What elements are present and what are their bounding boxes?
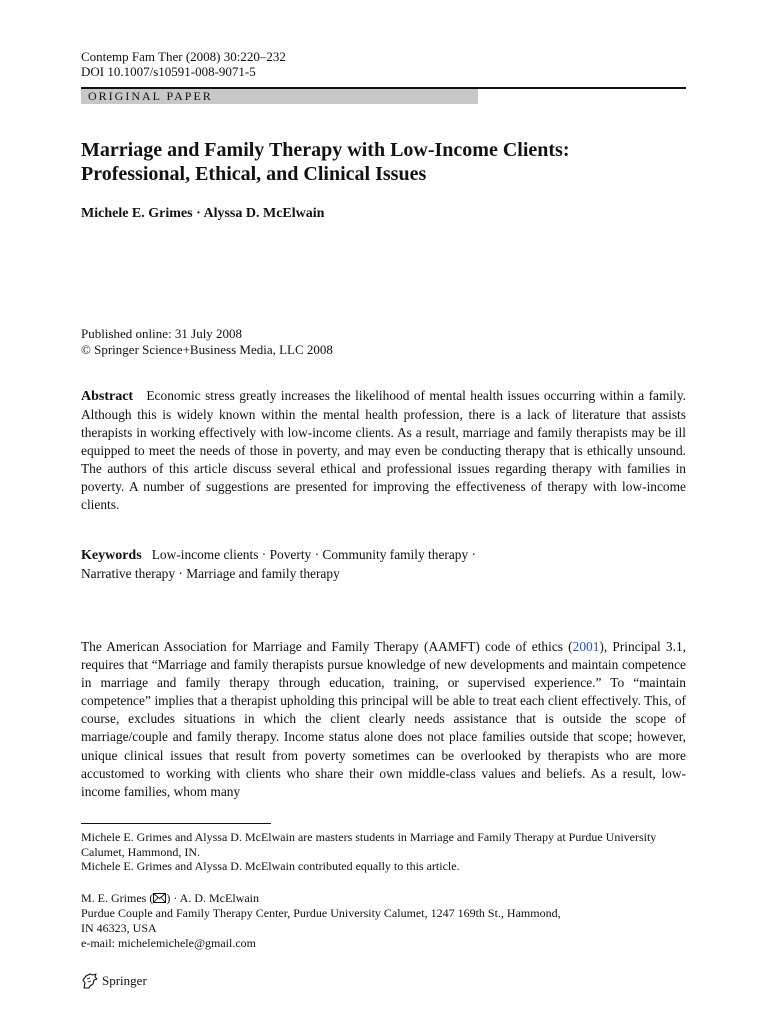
corr-email: e-mail: michelemichele@gmail.com	[81, 936, 256, 950]
authors: Michele E. Grimes · Alyssa D. McElwain	[81, 206, 325, 221]
corr-name-1: M. E. Grimes (	[81, 891, 154, 905]
keywords-line-1: Low-income clients · Poverty · Community family therapy ·	[151, 547, 476, 562]
body-text-rest: ), Principal 3.1, requires that “Marriage and family therapists pursue knowledge of new developments and maintain competence in marriage and family therapy through education, training, or supervised experience.” To “maintain competence” implies that a therapist upholding this principal will be able to treat each client effectively. This, of course, excludes situations in which the client clearly needs assistance that is outside the scope of marriage/couple and family therapy. Income status alone does not place families outside that scope; however, unique clinical issues that result from poverty sometimes can be overlooked by therapists who are more accustomed to working with clients who share their own middle-class values and beliefs. As a result, low-income families, whom many	[81, 639, 686, 799]
publisher-name: Springer	[102, 973, 147, 988]
body-text-start: The American Association for Marriage and Family Therapy (AAMFT) code of ethics (	[81, 639, 573, 654]
journal-citation: Contemp Fam Ther (2008) 30:220–232	[81, 49, 286, 64]
corr-address-1: Purdue Couple and Family Therapy Center, Purdue University Calumet, 1247 169th St., Hammond,	[81, 906, 561, 920]
published-date: Published online: 31 July 2008	[81, 326, 243, 341]
abstract	[81, 387, 686, 514]
body-paragraph	[81, 638, 686, 801]
footnote-authors: Michele E. Grimes and Alyssa D. McElwain are masters students in Marriage and Family Therapy at Purdue University Calumet, Hammond, IN.	[81, 830, 657, 859]
abstract-label: Abstract	[81, 389, 134, 404]
citation-link[interactable]: 2001	[572, 639, 600, 654]
footnote-contribution: Michele E. Grimes and Alyssa D. McElwain contributed equally to this article.	[81, 859, 460, 873]
article-title-line-2: Professional, Ethical, and Clinical Issues	[81, 163, 427, 185]
copyright: © Springer Science+Business Media, LLC 2008	[81, 342, 333, 357]
keywords-label: Keywords	[81, 548, 142, 563]
abstract-text: Economic stress greatly increases the likelihood of mental health issues occurring within a family. Although this is widely known within the mental health profession, there is a lack of literature that assists therapists in working effectively with low-income clients. As a result, marriage and family therapists may be ill equipped to meet the needs of those in poverty, and may even be conducting therapy that is ethically unsound. The authors of this article discuss several ethical and professional issues regarding therapy with families in poverty. A number of suggestions are presented for improving the effectiveness of therapy with low-income clients.	[81, 388, 686, 512]
publisher-logo	[81, 972, 147, 990]
springer-horse-icon	[81, 972, 99, 990]
keywords-line-2: Narrative therapy · Marriage and family therapy	[81, 566, 340, 581]
doi: DOI 10.1007/s10591-008-9071-5	[81, 64, 256, 79]
article-type-label: ORIGINAL PAPER	[88, 89, 213, 103]
article-title-line-1: Marriage and Family Therapy with Low-Income Clients:	[81, 139, 570, 161]
correspondence	[81, 891, 686, 951]
article-title	[81, 138, 686, 186]
corr-address-2: IN 46323, USA	[81, 921, 157, 935]
keywords	[81, 546, 686, 583]
corr-name-2: ) · A. D. McElwain	[166, 891, 259, 905]
footnote-rule	[81, 823, 271, 824]
envelope-icon	[153, 893, 166, 903]
